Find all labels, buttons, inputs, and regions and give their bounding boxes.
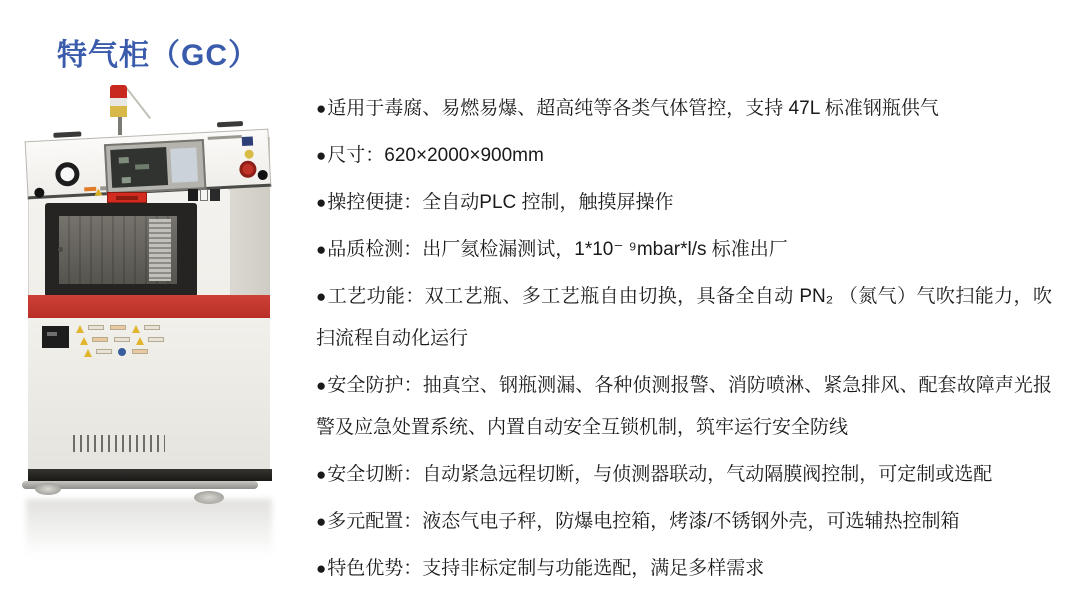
feature-item-quality	[316, 229, 1052, 271]
spec-sticker	[200, 189, 208, 201]
yellow-indicator	[244, 149, 253, 158]
warning-label	[96, 349, 112, 354]
warning-label	[92, 337, 108, 342]
top-handle-left	[53, 131, 81, 137]
floor-reflection	[26, 499, 272, 557]
bullet-icon: ●	[316, 146, 327, 165]
warning-triangle-icon	[84, 349, 92, 357]
blue-round-sticker	[118, 348, 126, 356]
ventilation-slots	[73, 435, 165, 452]
bullet-icon: ●	[316, 465, 327, 484]
feature-item-configuration	[316, 501, 1052, 543]
feature-item-process	[316, 276, 1052, 360]
bullet-icon: ●	[316, 559, 327, 578]
feature-text: 特色优势：支持非标定制与功能选配，满足多样需求	[327, 558, 765, 579]
touchscreen-display	[110, 147, 168, 188]
feature-item-safety-shutoff	[316, 454, 1052, 496]
red-name-label	[107, 192, 147, 203]
warning-label	[132, 349, 148, 354]
brand-label	[208, 135, 242, 140]
leveling-foot-left	[35, 483, 61, 495]
control-box	[42, 326, 69, 348]
page-title: 特气柜（GC）	[57, 39, 259, 72]
feature-text: 工艺功能：双工艺瓶、多工艺瓶自由切换，具备全自动 PN₂ （氮气）气吹扫能力，吹扫流程自动化运行	[316, 286, 1052, 349]
warning-label	[110, 325, 126, 330]
tower-yellow-light	[110, 106, 127, 117]
signal-cable	[126, 88, 151, 119]
feature-text: 安全切断：自动紧急远程切断，与侦测器联动，气动隔膜阀控制，可定制或选配	[327, 464, 993, 485]
warning-triangle-icon	[76, 325, 84, 333]
warning-triangle-icon	[80, 337, 88, 345]
bullet-icon: ●	[316, 193, 327, 212]
screen-block	[119, 157, 129, 164]
pressure-gauge-icon	[55, 162, 80, 187]
feature-item-control	[316, 182, 1052, 224]
feature-text: 安全防护：抽真空、钢瓶测漏、各种侦测报警、消防喷淋、紧急排风、配套故障声光报警及应急处置系统、内置自动安全互锁机制，筑牢运行安全防线	[316, 375, 1052, 438]
feature-text: 操控便捷：全自动PLC 控制，触摸屏操作	[327, 192, 674, 213]
bullet-icon: ●	[316, 376, 327, 395]
tower-red-light	[110, 85, 127, 98]
bullet-icon: ●	[316, 512, 327, 531]
warning-label	[148, 337, 164, 342]
bullet-icon: ●	[316, 240, 327, 259]
feature-text: 品质检测：出厂氦检漏测试，1*10⁻ ⁹mbar*l/s 标准出厂	[327, 239, 788, 260]
warning-label	[114, 337, 130, 342]
panel-knob-left	[34, 187, 45, 198]
feature-item-safety-protection	[316, 365, 1052, 449]
spec-sticker	[188, 189, 198, 201]
warning-label	[144, 325, 160, 330]
gas-cabinet-image	[18, 85, 303, 597]
red-stripe	[28, 295, 270, 318]
door-lock-icon	[58, 247, 63, 252]
feature-list	[316, 88, 1052, 595]
tower-white-light	[110, 98, 127, 106]
warning-label	[88, 325, 104, 330]
panel-knob-right	[257, 170, 268, 181]
bullet-icon: ●	[316, 287, 327, 306]
touchscreen-sidebar	[170, 147, 198, 182]
feature-item-dimensions	[316, 135, 1052, 177]
screen-block	[135, 164, 149, 170]
warning-triangle-icon	[132, 325, 140, 333]
feature-text: 尺寸：620×2000×900mm	[327, 145, 544, 166]
feature-item-application	[316, 88, 1052, 130]
feature-item-advantage	[316, 548, 1052, 590]
feature-text: 多元配置：液态气电子秤，防爆电控箱，烤漆/不锈钢外壳，可选辅热控制箱	[327, 511, 960, 532]
top-handle-right	[217, 121, 243, 127]
feature-text: 适用于毒腐、易燃易爆、超高纯等各类气体管控，支持 47L 标准钢瓶供气	[327, 98, 939, 119]
signal-tower-icon	[110, 85, 127, 117]
blue-indicator	[242, 136, 253, 146]
warning-triangle-icon	[136, 337, 144, 345]
internal-gas-panel	[149, 219, 171, 281]
spec-sticker	[210, 189, 220, 201]
bullet-icon: ●	[316, 99, 327, 118]
touchscreen	[104, 139, 206, 194]
emergency-stop-button	[239, 160, 257, 178]
viewing-window	[45, 203, 197, 297]
screen-block	[122, 177, 131, 183]
warning-sticker-cluster	[74, 323, 166, 357]
cabinet-base	[28, 469, 272, 481]
